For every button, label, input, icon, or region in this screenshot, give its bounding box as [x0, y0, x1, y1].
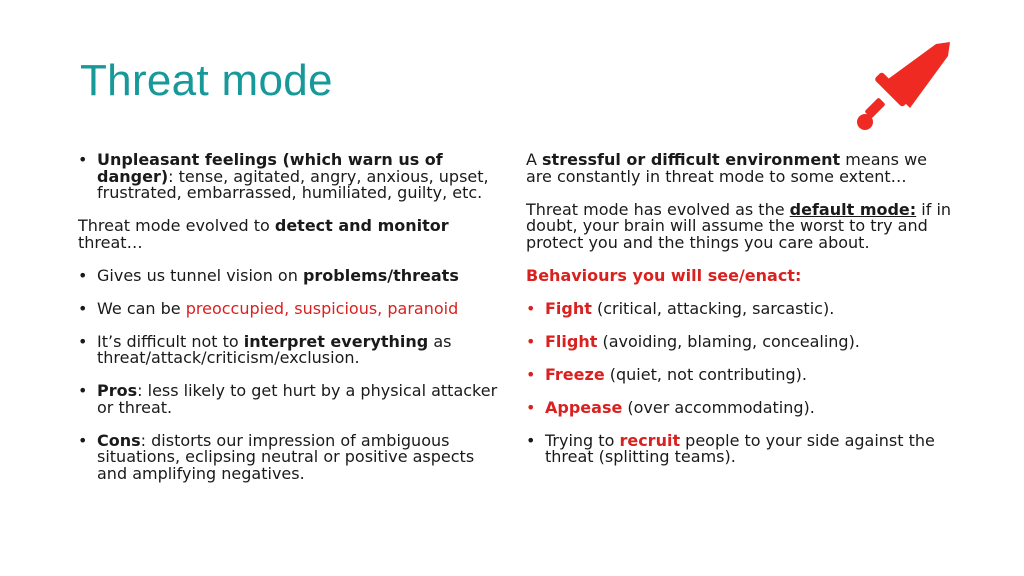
list-item — [78, 298, 508, 318]
default-mode-paragraph — [526, 199, 956, 252]
problems-bold: problems/threats — [302, 265, 459, 285]
text-span: Trying to — [545, 430, 620, 450]
environment-paragraph — [526, 152, 956, 185]
text-span: Threat mode has evolved as the — [526, 199, 790, 219]
feelings-list — [78, 152, 508, 202]
text-span: It’s difficult not to — [97, 331, 244, 351]
text-span: if in doubt, your brain will assume the worst to try and protect you and the things you care about. — [526, 199, 952, 252]
text-span: : distorts our impression of ambiguous situations, eclipsing neutral or positive aspects and amplifying negatives. — [97, 430, 475, 483]
appease-bold: Appease — [545, 397, 623, 417]
list-item — [526, 364, 956, 384]
list-item — [526, 331, 956, 351]
list-item — [78, 331, 508, 367]
text-span: : less likely to get hurt by a physical attacker or threat. — [97, 381, 498, 417]
environment-bold: stressful or difficult environment — [542, 150, 841, 169]
text-span: (avoiding, blaming, concealing). — [597, 331, 860, 351]
text-span: threat… — [78, 232, 143, 252]
text-span: Threat mode evolved to — [78, 216, 275, 235]
text-span: (over accommodating). — [622, 397, 815, 417]
feelings-bold: Unpleasant feelings (which warn us of danger) — [97, 150, 443, 186]
pros-bold: Pros — [97, 381, 138, 400]
list-item — [526, 298, 956, 318]
flight-bold: Flight — [545, 331, 598, 351]
feelings-text: : tense, agitated, angry, anxious, upset, frustrated, embarrassed, humiliated, guilty, etc. — [97, 166, 489, 202]
list-item — [78, 152, 508, 202]
recruit-bold: recruit — [619, 430, 681, 450]
text-span: We can be — [97, 298, 186, 318]
detect-paragraph — [78, 218, 508, 251]
detect-bold: detect and monitor — [274, 216, 449, 235]
preoccupied-red: preoccupied, suspicious, paranoid — [185, 298, 459, 318]
fight-bold: Fight — [545, 298, 592, 318]
cons-bold: Cons — [97, 430, 141, 450]
text-span: people to your side against the threat (splitting teams). — [545, 430, 935, 466]
default-mode-bold: default mode: — [789, 199, 917, 219]
list-item — [78, 430, 508, 483]
text-span: (quiet, not contributing). — [604, 364, 807, 384]
sword-icon — [850, 40, 954, 136]
interpret-bold: interpret everything — [243, 331, 429, 351]
text-span: (critical, attacking, sarcastic). — [591, 298, 835, 318]
list-item — [526, 397, 956, 417]
list-item — [526, 430, 956, 466]
behaviours-list — [526, 298, 956, 466]
text-span: Gives us tunnel vision on — [97, 265, 303, 285]
behaviours-heading-text: Behaviours you will see/enact: — [526, 265, 802, 285]
effects-list — [78, 265, 508, 483]
slide-title: Threat mode — [80, 56, 333, 105]
left-column — [78, 152, 508, 482]
list-item — [78, 383, 508, 416]
right-column — [526, 152, 956, 466]
text-span: A — [526, 150, 543, 169]
behaviours-heading — [526, 265, 956, 285]
list-item — [78, 265, 508, 285]
text-span: as threat/attack/criticism/exclusion. — [97, 331, 452, 367]
text-span: means we are constantly in threat mode to some extent… — [526, 150, 928, 186]
freeze-bold: Freeze — [545, 364, 605, 384]
